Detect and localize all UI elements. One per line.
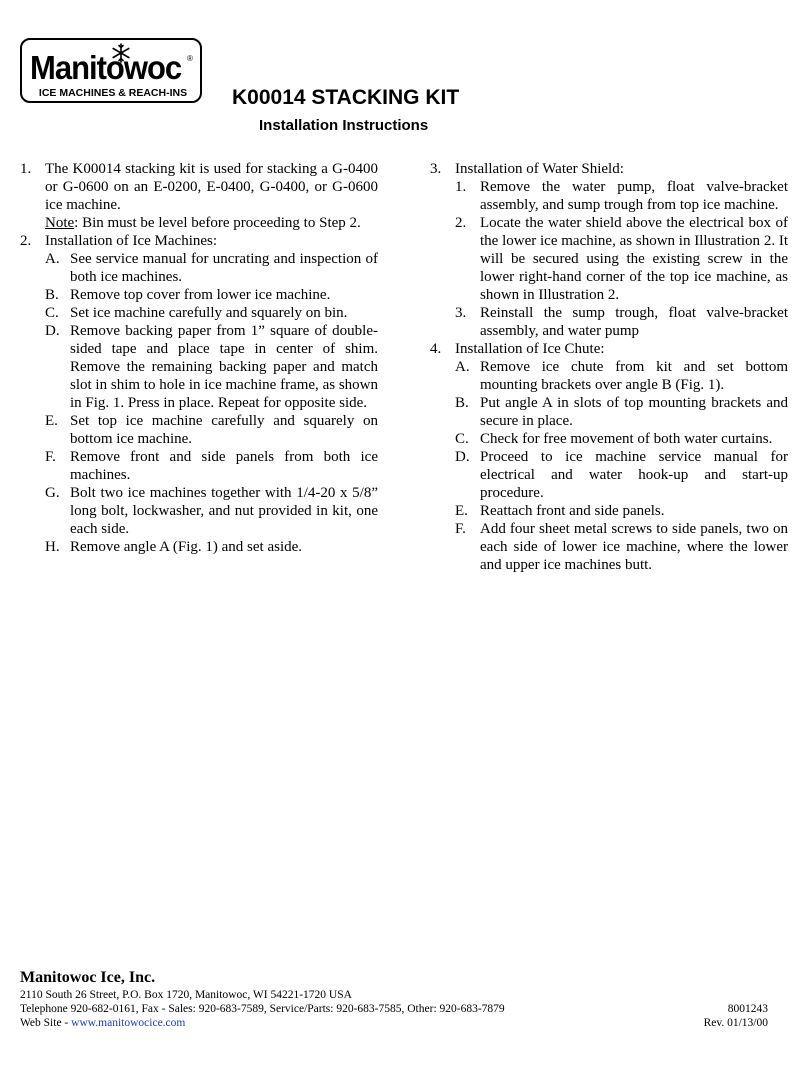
substep-text: See service manual for uncrating and inspection of both ice machines. (70, 251, 378, 285)
substep (430, 178, 788, 214)
substep-letter: E. (45, 413, 58, 429)
registered-mark: ® (187, 54, 193, 63)
substep (20, 484, 378, 538)
step-number: 3. (430, 161, 442, 177)
step-title: Installation of Ice Chute: (455, 341, 605, 357)
substep (430, 448, 788, 502)
step-number: 1. (20, 161, 32, 177)
step-number: 2. (20, 233, 32, 249)
substep-number: 3. (455, 305, 467, 321)
substep-letter: A. (455, 359, 470, 375)
manitowoc-logo (20, 38, 202, 103)
substep-text: Remove backing paper from 1” square of double-sided tape and place tape in center of shim. Remove the remaining backing paper and match slot in shim to hole in ice machine frame, as shown in Fig. 1. Press in place. Repeat for opposite side. (70, 323, 378, 411)
phone-line (20, 1002, 768, 1016)
substep (430, 430, 788, 448)
substep-letter: G. (45, 485, 60, 501)
website-link[interactable]: www.manitowocice.com (71, 1017, 186, 1029)
substep (20, 538, 378, 556)
substep-text: Remove top cover from lower ice machine. (70, 287, 331, 303)
substep-text: Set top ice machine carefully and squarely on bottom ice machine. (70, 413, 378, 447)
substep-text: Remove the water pump, float valve-bracket assembly, and sump trough from top ice machine. (480, 179, 788, 213)
substep (20, 412, 378, 448)
substep-text: Bolt two ice machines together with 1/4-20 x 5/8” long bolt, lockwasher, and nut provided in kit, one each side. (70, 485, 378, 537)
substep (20, 322, 378, 412)
document-title: K00014 STACKING KIT (232, 86, 460, 109)
step-4 (430, 340, 788, 358)
web-line (20, 1016, 768, 1030)
right-column (430, 160, 788, 574)
substep-letter: F. (455, 521, 466, 537)
footer (20, 968, 768, 1030)
substep (430, 304, 788, 340)
substep-letter: C. (455, 431, 469, 447)
substep (430, 214, 788, 304)
substep-text: Check for free movement of both water curtains. (480, 431, 773, 447)
substep-letter: D. (455, 449, 470, 465)
left-column (20, 160, 378, 556)
substep-text: Put angle A in slots of top mounting brackets and secure in place. (480, 395, 788, 429)
address-line (20, 988, 768, 1002)
substep-text: Set ice machine carefully and squarely on bin. (70, 305, 348, 321)
note-label: Note (45, 215, 75, 231)
phone-numbers: Telephone 920-682-0161, Fax - Sales: 920-683-7589, Service/Parts: 920-683-7585, Other: 920-683-7879 (20, 1003, 505, 1015)
step-title: Installation of Ice Machines: (45, 233, 218, 249)
substep (20, 250, 378, 286)
substep-letter: E. (455, 503, 468, 519)
substep-text: Remove front and side panels from both ice machines. (70, 449, 378, 483)
website (20, 1016, 185, 1030)
substep-letter: B. (455, 395, 469, 411)
document-number: 8001243 (727, 1003, 768, 1015)
substep-letter: D. (45, 323, 60, 339)
substep-number: 1. (455, 179, 467, 195)
substep-text: Locate the water shield above the electrical box of the lower ice machine, as shown in Illustration 2. It will be secured using the existing screw in the lower right-hand corner of the top ice machine, as shown in Illustration 2. (480, 215, 788, 303)
step-title: Installation of Water Shield: (455, 161, 624, 177)
substep-text: Add four sheet metal screws to side panels, two on each side of lower ice machine, where the lower and upper ice machines butt. (480, 521, 788, 573)
substep-letter: H. (45, 539, 60, 555)
step-text: The K00014 stacking kit is used for stacking a G-0400 or G-0600 on an E-0200, E-0400, G-0400, or G-0600 ice machine. (45, 161, 378, 213)
substep (20, 286, 378, 304)
substep (20, 304, 378, 322)
substep (430, 358, 788, 394)
substep-text: Proceed to ice machine service manual for electrical and water hook-up and start-up procedure. (480, 449, 788, 501)
website-label: Web Site - (20, 1017, 72, 1029)
substep-letter: F. (45, 449, 56, 465)
step-2 (20, 232, 378, 250)
logo-wordmark: Manitowoc (30, 49, 182, 87)
company-name: Manitowoc Ice, Inc. (20, 969, 156, 986)
document-subtitle: Installation Instructions (259, 117, 429, 134)
substep-text: Remove ice chute from kit and set bottom mounting brackets over angle B (Fig. 1). (480, 359, 788, 393)
substep-text: Reattach front and side panels. (480, 503, 665, 519)
substep-letter: C. (45, 305, 59, 321)
note-text: : Bin must be level before proceeding to Step 2. (74, 215, 361, 231)
logo-tagline: ICE MACHINES & REACH-INS (38, 87, 188, 99)
substep-number: 2. (455, 215, 467, 231)
step-number: 4. (430, 341, 442, 357)
revision-date: Rev. 01/13/00 (703, 1017, 768, 1029)
substep (430, 520, 788, 574)
step-3 (430, 160, 788, 178)
step-1 (20, 160, 378, 232)
address: 2110 South 26 Street, P.O. Box 1720, Manitowoc, WI 54221-1720 USA (20, 989, 352, 1001)
substep-text: Remove angle A (Fig. 1) and set aside. (70, 539, 303, 555)
substep-letter: A. (45, 251, 60, 267)
substep-text: Reinstall the sump trough, float valve-bracket assembly, and water pump (480, 305, 788, 339)
substep (430, 394, 788, 430)
substep-letter: B. (45, 287, 59, 303)
substep (20, 448, 378, 484)
step-note (45, 214, 378, 232)
substep (430, 502, 788, 520)
